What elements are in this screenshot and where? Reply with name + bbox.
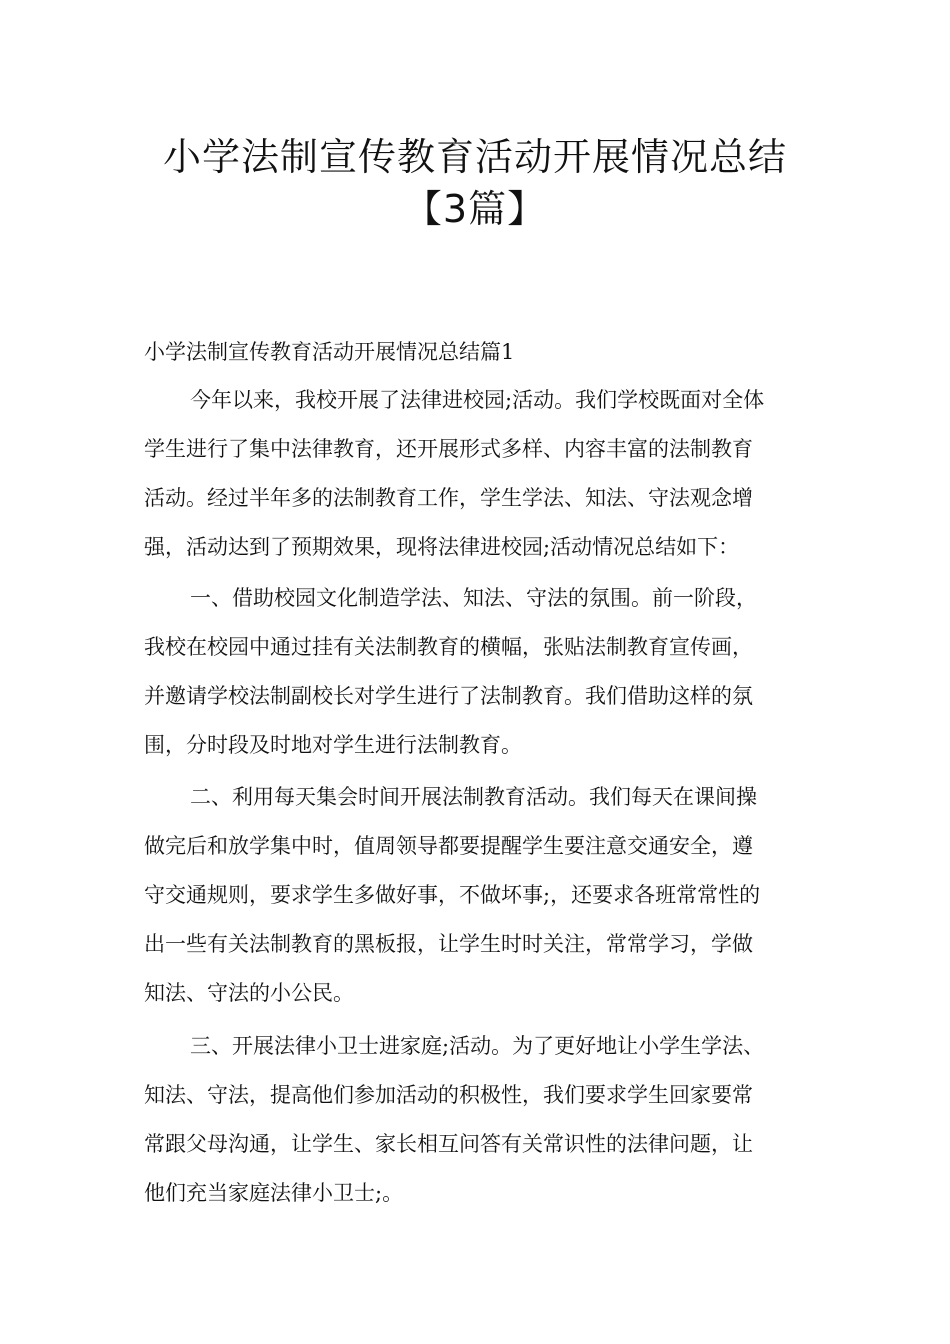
paragraph-line: 做完后和放学集中时，值周领导都要提醒学生要注意交通安全，遵 [144, 834, 753, 858]
paragraph-line: 围，分时段及时地对学生进行法制教育。 [144, 733, 522, 757]
paragraph-line: 三、开展法律小卫士进家庭;活动。为了更好地让小学生学法、 [190, 1034, 765, 1058]
paragraph-line: 知法、守法，提高他们参加活动的积极性，我们要求学生回家要常 [144, 1083, 753, 1107]
paragraph-line: 常跟父母沟通，让学生、家长相互问答有关常识性的法律问题，让 [144, 1132, 753, 1156]
section-heading: 小学法制宣传教育活动开展情况总结篇1 [144, 340, 515, 364]
document-title-line-2: 【3篇】 [403, 187, 547, 231]
paragraph-line: 知法、守法的小公民。 [144, 981, 354, 1005]
document-title-line-1: 小学法制宣传教育活动开展情况总结 [162, 135, 787, 179]
paragraph-line: 守交通规则，要求学生多做好事，不做坏事;，还要求各班常常性的 [144, 883, 761, 907]
paragraph-line: 出一些有关法制教育的黑板报，让学生时时关注，常常学习，学做 [144, 932, 753, 956]
paragraph-line: 学生进行了集中法律教育，还开展形式多样、内容丰富的法制教育 [144, 437, 753, 461]
paragraph-line: 并邀请学校法制副校长对学生进行了法制教育。我们借助这样的氛 [144, 684, 753, 708]
paragraph-line: 二、利用每天集会时间开展法制教育活动。我们每天在课间操 [190, 785, 757, 809]
paragraph-line: 一、借助校园文化制造学法、知法、守法的氛围。前一阶段， [190, 586, 757, 610]
paragraph-line: 强，活动达到了预期效果，现将法律进校园;活动情况总结如下： [144, 535, 740, 559]
paragraph-line: 他们充当家庭法律小卫士;。 [144, 1181, 404, 1205]
paragraph-line: 我校在校园中通过挂有关法制教育的横幅，张贴法制教育宣传画， [144, 635, 753, 659]
paragraph-line: 活动。经过半年多的法制教育工作，学生学法、知法、守法观念增 [144, 486, 753, 510]
paragraph-line: 今年以来，我校开展了法律进校园;活动。我们学校既面对全体 [190, 388, 765, 412]
